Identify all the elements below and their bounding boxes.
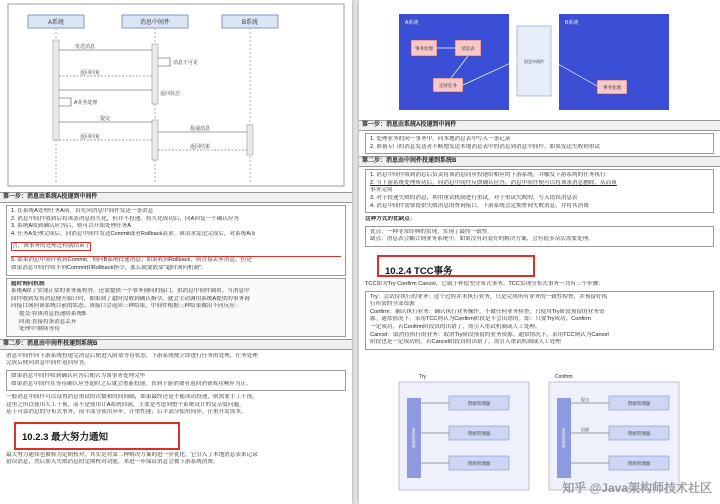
participant-a: A系统 (47, 20, 65, 26)
timeout-title: 超时询问机制 (11, 280, 45, 287)
seq-msg-5: 返回状态 (160, 91, 181, 97)
section1-heading: 第一步：消息由系统A投递到中间件 (0, 192, 352, 203)
pros-title: 这种方式的优缺点： (365, 216, 416, 223)
section1-list (6, 205, 346, 276)
section2-line: 完成后便向消息中间件返回应答。 (6, 360, 90, 367)
r-section1-heading: 第一步：消息由系统A投递到中间件 (359, 120, 720, 131)
diagram-label-b: B系统 (565, 20, 579, 26)
tcc-label-rollback: 回滚 (581, 427, 589, 432)
best-effort-title: 10.2.3 最大努力通知 (22, 431, 109, 443)
seq-msg-9: 返回回复 (80, 134, 101, 140)
timeout-item: 回滚:直接将条消息丢弃 (19, 318, 77, 325)
timeout-line: 间件收到发布消息便开始计时，如果到了超时没收到确认指令，就会主动调用系统A提供的事务询 (11, 295, 250, 302)
tcc-title: 10.2.4 TCC事务 (385, 265, 453, 277)
seq-msg-3: 返回回复 (80, 70, 101, 76)
list-item: 源。通常情况下，采用TCC则认为Confirm阶段是不会出错的。即：只要Try成功，Confirm (370, 316, 591, 323)
r-section2-heading: 第二步：消息由中间件投递到系统B (359, 156, 720, 167)
section2-list (6, 370, 346, 391)
list-item: 如果消息中间件在等待确认应答超时之后就会重新投递，直到下游消费者返回消费成功响应为止。 (11, 380, 252, 387)
list-item: 1. 处理业务的同一事务中，向本地消息表中写入一条记录 (370, 136, 511, 142)
diagram-label-tx2: 事务处理 (603, 85, 621, 90)
section2-heading: 第二步：消息由中间件投递到系统B (0, 339, 352, 350)
pros-list (365, 226, 714, 247)
closing-line: 基于可靠消息的分布式事务，前半部分使用异步，注重性能；后半部分使用同步，注重开发成本。 (6, 409, 247, 416)
participant-mq: 消息中间件 (139, 20, 171, 26)
closing-line: 这里之所以使用人工干预，而不是使用让A系统回滚，主要是考虑到整个系统设计的复杂度问题。 (6, 401, 245, 408)
tcc-label-commit: 提交 (581, 397, 589, 402)
timeout-item: 处理中:继续等待 (19, 326, 60, 333)
tcc-label-try: Try (419, 374, 427, 380)
list-item: 4. 任务A处理完成后，向消息中间件发送Commit或者Rollback请求。该请求发送完成后，对系统A而 (11, 230, 256, 237)
timeout-line: 问接口询问该系统目前的状态。该接口会返回三种结果，中间件根据三种结果做出不同反应： (11, 303, 241, 310)
list-item: 事务完成 (370, 187, 393, 194)
list-item: 言，该事务的处理过程就结束了 (11, 242, 91, 252)
list-item: 优点：一种非常经典的实现，实现了最终一致性。 (370, 228, 494, 235)
tcc-label-rm5: 资源管理器 (627, 431, 651, 436)
list-item: 行所需的全部资源 (370, 301, 415, 308)
list-item: 一定成功。若Confirm阶段真的出错了，需引入重试机制或人工处理。 (370, 323, 541, 330)
diagram-label-timer: 定时任务 (439, 83, 457, 88)
right-page (359, 0, 720, 504)
timeout-block (6, 278, 346, 337)
seq-msg-8: 返回结果 (190, 144, 211, 150)
seq-msg-4: A业务处理 (74, 100, 98, 106)
list-item: 5. 如果消息中间件收到Commit，则向B系统投递消息；如果收到Rollback，则直接丢弃消息。但是 (11, 256, 341, 265)
timeout-line: 系统A除了实现正常的业务流程外，还需提供一个事务询问的接口，供消息中间件调用。当消息中 (11, 288, 250, 295)
section2-line: 消息中间件向下游系统投递完消息后便进入阻塞等待状态，下游系统便立即进行任务的处理，任务处理 (6, 352, 258, 359)
list-item: 2. 消息中间件收到后将该条消息持久化，但并不投递。持久化成功后，向A回复一个确认应答 (11, 215, 240, 222)
list-item: 4. 消息中间件需要提供失败消息的查询接口，下游系统会定期查询失败消息，并将其消费 (370, 202, 589, 209)
left-page (0, 0, 352, 504)
list-item: Cancel：取消待执行的业务：取消Try阶段预留的业务资源。通常情况下，采用TCC则认为Cancel (370, 331, 609, 338)
tcc-label-rm2: 资源管理器 (467, 431, 491, 436)
seq-msg-7: 投递消息 (190, 126, 211, 132)
seq-msg-1: 发送消息 (75, 44, 96, 50)
list-item: 如果消息中间件收不到Commit和Rollback指令，那么就要依靠"超时询问机制"。 (11, 264, 207, 271)
list-item: 1. 消息中间件收到消息后负责将该消息同步投递给相应的下游系统，并触发下游系统的任务执行 (370, 172, 606, 179)
list-item: 2. 当下游系统处理成功后，向消息中间件反馈确认应答，消息中间件便可以将该条消息删除，从而该 (370, 179, 617, 186)
list-item: 1. 在系统A处理任务A前，首先向消息中间件发送一条消息 (11, 208, 154, 214)
timeout-item: 提交:将该消息投递给系统B (19, 310, 86, 317)
watermark: 知乎 @Java架构师技术社区 (562, 481, 712, 495)
sequence-diagram (0, 0, 352, 190)
list-item: 2. 准备专门的消息发送者不断地发送本地消息表中的消息到消息中间件，如果发送失败则重试 (370, 143, 600, 150)
list-item: 阶段也是一定成功的。若Cancel阶段真的出错了，需引入重试机制或人工处理 (370, 339, 561, 346)
closing-line: 一般消息中间件可以设置消息重试的次数和时间间隔，如果最终还是不能成功投递，则需要手工干预。 (6, 394, 258, 401)
tcc-label-rm1: 资源管理器 (467, 401, 491, 406)
tcc-label-confirm: Confirm (555, 374, 573, 380)
tcc-callout (377, 255, 535, 277)
bottom-line: 错误消息，然后加入失败消息的定期校对功能，来进一步保证消息会被下游系统消费。 (6, 459, 219, 466)
tcc-list (365, 291, 714, 350)
local-message-diagram (359, 0, 720, 120)
participant-b: B系统 (241, 20, 259, 26)
tcc-label-rm6: 资源管理器 (627, 461, 651, 466)
tcc-label-tm2: 事务管理器 (561, 428, 567, 448)
seq-msg-2: 消息不可见 (173, 60, 199, 66)
list-item: Try：尝试待执行的业务：这个过程并未执行业务，只是完成所有业务的一致性检查，并预留好执 (370, 293, 608, 300)
list-item: 3. 对于投递失败的消息，利用重试机制进行重试，对于重试失败的，写入错误消息表 (370, 194, 578, 201)
list-item: 3. 系统A收到确认应答后，则可以开始处理任务A (11, 223, 131, 230)
best-effort-callout (14, 422, 180, 450)
list-item: 缺点：消息表会耦合到业务系统中，如果没有封装好的解决方案，会有很多杂活需要处理。 (370, 236, 594, 243)
seq-msg-6: 提交 (100, 116, 111, 122)
r-section2-list (365, 169, 714, 213)
list-item: 如果消息中间件收到确认应答后便认为该事务处理完毕 (11, 372, 146, 379)
diagram-label-mq: 消息中间件 (524, 59, 544, 64)
tcc-label-rm4: 资源管理器 (627, 401, 651, 406)
diagram-label-table: 消息表 (461, 46, 475, 51)
r-section1-list (365, 133, 714, 154)
list-item: Confirm：确认执行业务：确认执行业务操作，不做任何业务检查，只使用Try阶段预留的业务资 (370, 308, 605, 315)
diagram-label-tx: 事务处理 (415, 46, 433, 51)
tcc-intro: TCC即为Try Confirm Cancel，它属于补偿型分布式事务。TCC实现分布式事务一共有三个步骤： (365, 280, 604, 287)
tcc-label-rm3: 资源管理器 (467, 461, 491, 466)
tcc-label-tm1: 事务管理器 (411, 428, 417, 448)
bottom-line: 最大努力通知也被称为定期校对，其实是对第二种解决方案的进一步优化。它引入了本地消息表来记录 (6, 451, 258, 458)
diagram-label-a: A系统 (405, 20, 419, 26)
